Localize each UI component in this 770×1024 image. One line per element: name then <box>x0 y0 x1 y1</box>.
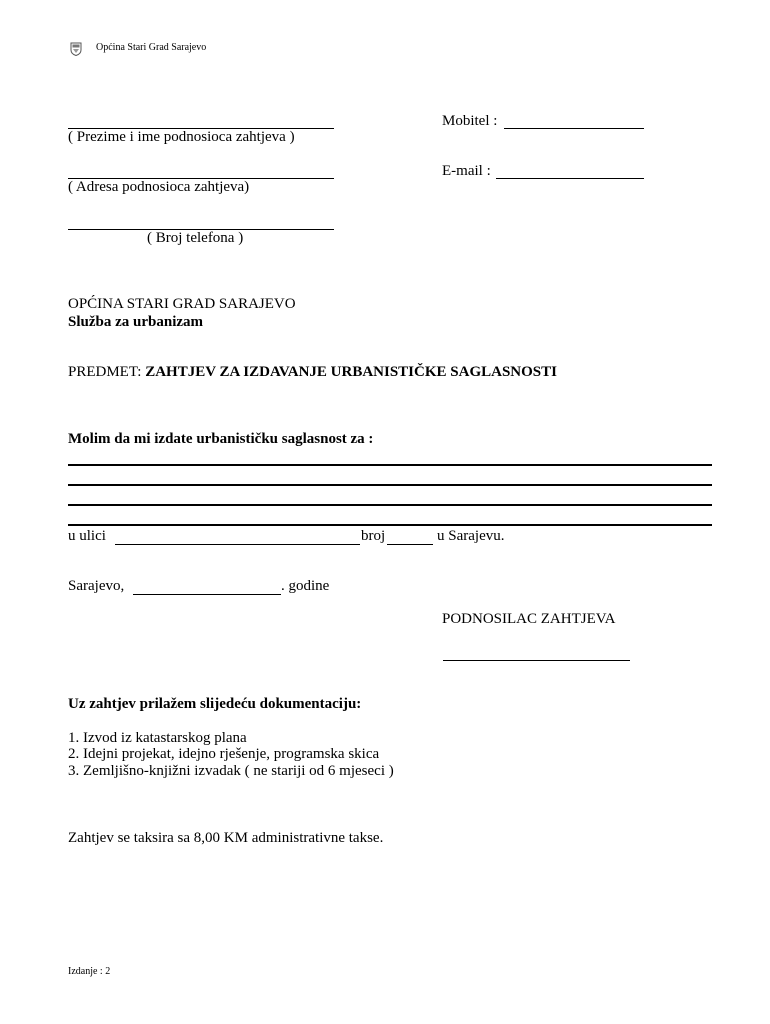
year-suffix: . godine <box>281 578 330 594</box>
attachment-item-3: 3. Zemljišno-knjižni izvadak ( ne stariji od 6 mjeseci ) <box>68 763 394 779</box>
phone-caption: ( Broj telefona ) <box>147 230 244 246</box>
mobile-field-line[interactable] <box>504 128 644 129</box>
recipient-department: Služba za urbanizam <box>68 314 204 330</box>
street-label: u ulici <box>68 528 106 544</box>
attachment-item-1: 1. Izvod iz katastarskog plana <box>68 730 247 746</box>
address-caption: ( Adresa podnosioca zahtjeva) <box>68 179 250 195</box>
email-field-line[interactable] <box>496 178 644 179</box>
subject-label: PREDMET: <box>68 364 142 380</box>
request-line-4[interactable] <box>68 524 712 526</box>
number-label: broj <box>361 528 386 544</box>
mobile-label: Mobitel : <box>442 113 498 129</box>
request-line-3[interactable] <box>68 504 712 506</box>
fee-note: Zahtjev se taksira sa 8,00 KM administrativne takse. <box>68 830 384 846</box>
header-org-name: Općina Stari Grad Sarajevo <box>96 42 207 53</box>
recipient-municipality: OPĆINA STARI GRAD SARAJEVO <box>68 296 296 312</box>
request-line-2[interactable] <box>68 484 712 486</box>
email-label: E-mail : <box>442 163 491 179</box>
place-label: Sarajevo, <box>68 578 125 594</box>
attachment-item-2: 2. Idejni projekat, idejno rješenje, programska skica <box>68 746 380 762</box>
request-intro: Molim da mi izdate urbanističku saglasnost za : <box>68 431 374 447</box>
street-field-line[interactable] <box>115 544 360 545</box>
name-caption: ( Prezime i ime podnosioca zahtjeva ) <box>68 129 295 145</box>
signature-field-line[interactable] <box>443 660 630 661</box>
edition-label: Izdanje : 2 <box>68 966 111 977</box>
date-field-line[interactable] <box>133 594 281 595</box>
applicant-signature-label: PODNOSILAC ZAHTJEVA <box>442 611 616 627</box>
subject-title: ZAHTJEV ZA IZDAVANJE URBANISTIČKE SAGLASNOSTI <box>145 364 557 380</box>
request-line-1[interactable] <box>68 464 712 466</box>
city-suffix: u Sarajevu. <box>437 528 505 544</box>
coat-of-arms-icon <box>70 42 82 56</box>
number-field-line[interactable] <box>387 544 433 545</box>
attachments-heading: Uz zahtjev prilažem slijedeću dokumentaciju: <box>68 696 362 712</box>
subject-line <box>68 364 557 381</box>
